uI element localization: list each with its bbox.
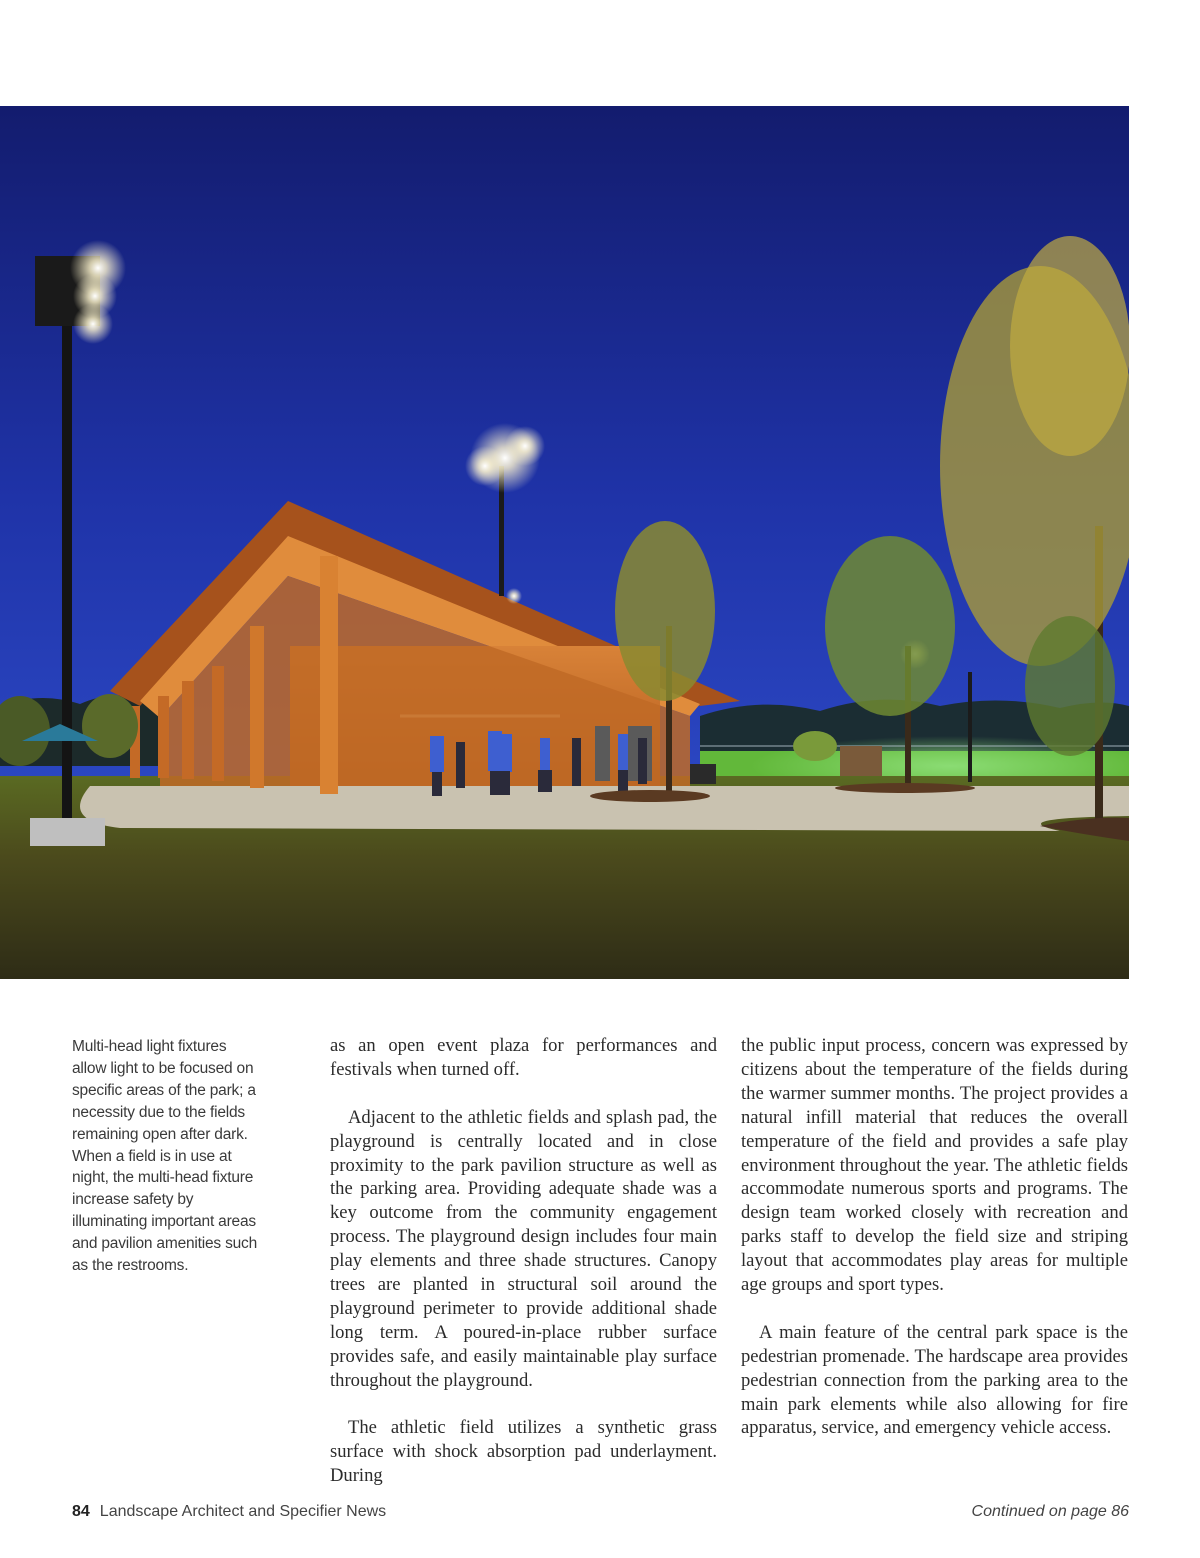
park-pavilion-night-photo-icon — [0, 106, 1129, 979]
continued-note: Continued on page 86 — [971, 1503, 1129, 1520]
park-pavilion-photo — [0, 106, 1129, 979]
page-number: 84 — [72, 1503, 90, 1520]
article-column-2 — [741, 1034, 1128, 1464]
paragraph: the public input process, concern was expressed by citizens about the temperature of the fields during the warmer summer months. The project provides a natural infill material that reduces the overall temperature of the field and provides a safe play environment throughout the year. The athletic fields accommodate numerous sports and programs. The design team worked closely with recreation and parks staff to develop the field size and striping layout that accommodates play areas for multiple age groups and sport types. — [741, 1035, 1128, 1296]
paragraph: A main feature of the central park space is the pedestrian promenade. The hardscape area provides pedestrian connection from the parking area to the main park elements while also allowing for fire apparatus, service, and emergency vehicle access. — [741, 1321, 1128, 1439]
paragraph: as an open event plaza for performances and festivals when turned off. — [330, 1035, 717, 1080]
photo-caption: Multi-head light fixtures allow light to be focused on specific areas of the park; a necessity due to the fields remaining open after dark. When a field is in use at night, the multi-head fixture increase safety by illuminating important areas and pavilion amenities such as the restrooms. — [72, 1038, 258, 1275]
publication-name: Landscape Architect and Specifier News — [99, 1503, 387, 1520]
paragraph: The athletic field utilizes a synthetic grass surface with shock absorption pad underlayment. During — [330, 1417, 717, 1487]
article-column-1 — [330, 1034, 717, 1512]
paragraph: Adjacent to the athletic fields and splash pad, the playground is centrally located and in close proximity to the park pavilion structure as well as the parking area. Providing adequate shade was a key outcome from the community engagement process. The playground design includes four main play elements and three shade structures. Canopy trees are planted in structural soil around the playground perimeter to provide additional shade long term. A poured-in-place rubber surface provides safe, and easily maintainable play surface throughout the playground. — [330, 1106, 717, 1391]
page-footer — [72, 1503, 386, 1521]
